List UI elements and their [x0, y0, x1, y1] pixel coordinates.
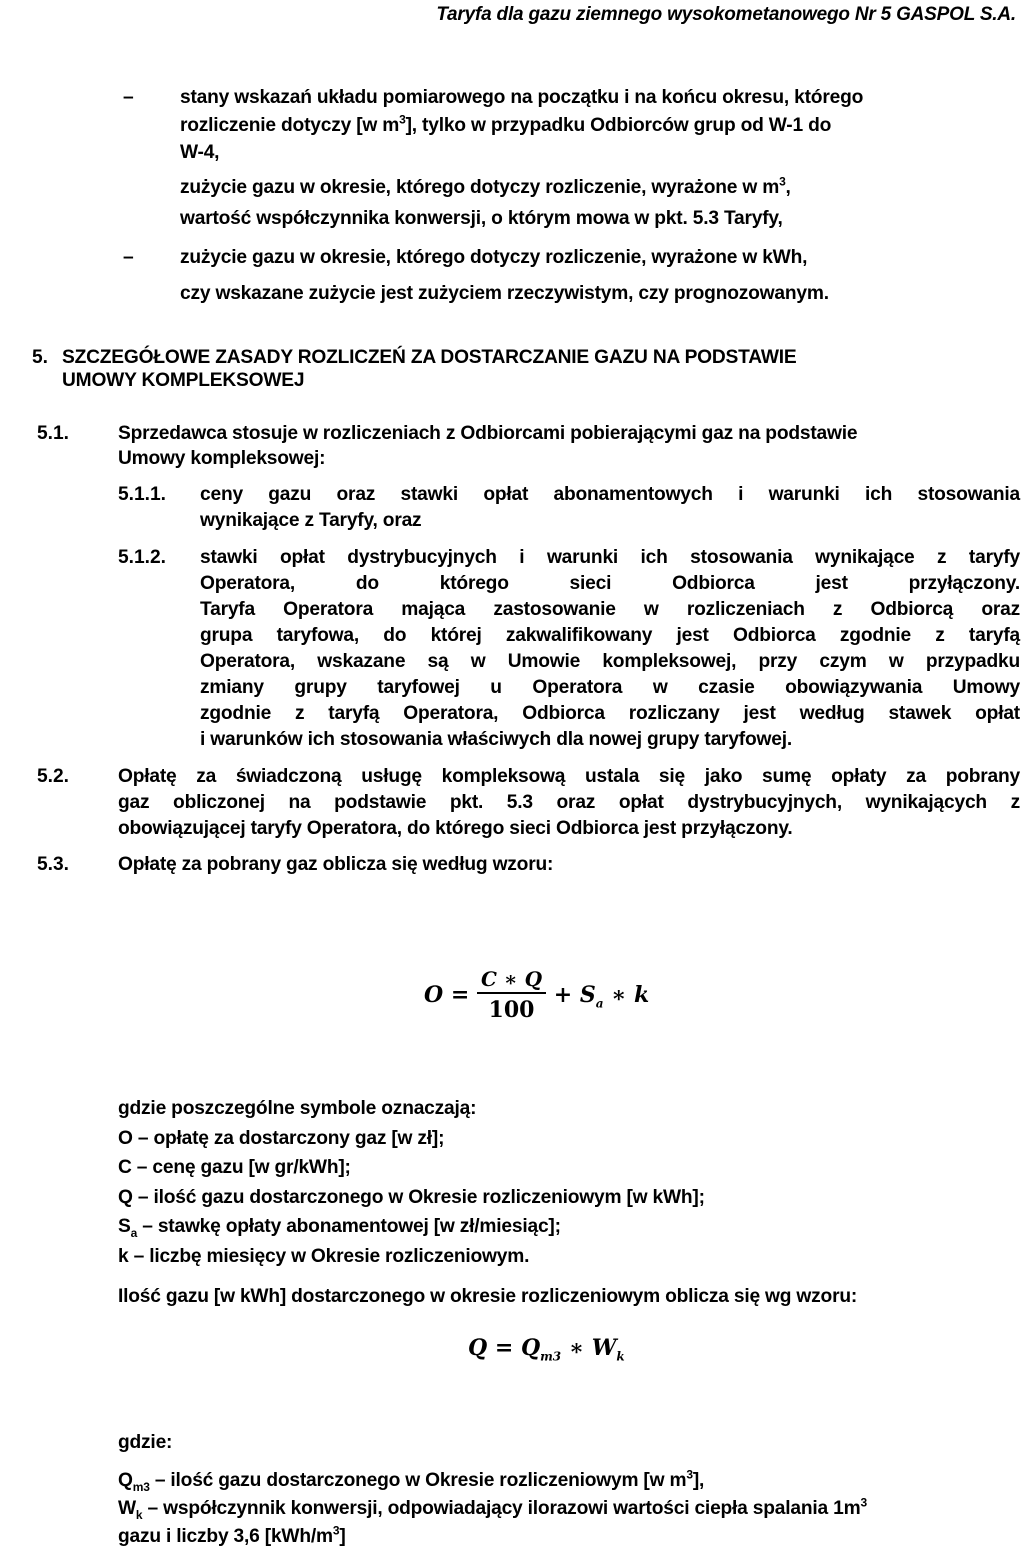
formula-fraction — [477, 966, 546, 1024]
paragraph-line: Sprzedawca stosuje w rozliczeniach z Odbiorcami pobierającymi gaz na podstawie — [118, 423, 858, 444]
paragraph-line: Operatora, wskazane są w Umowie kompleksowej, przy czym w przypadku — [200, 651, 1020, 672]
paragraph-line: grupa taryfowa, do której zakwalifikowany jest Odbiorca zgodnie z taryfą — [200, 625, 1020, 646]
paragraph-line: Umowy kompleksowej: — [118, 448, 326, 469]
symbol-definition: k – liczbę miesięcy w Okresie rozliczeniowym. — [118, 1246, 530, 1267]
symbol-definition: O – opłatę za dostarczony gaz [w zł]; — [118, 1128, 445, 1149]
formula-op: ∗ — [568, 1335, 585, 1361]
paragraph-line: wartość współczynnika konwersji, o którym mowa w pkt. 5.3 Taryfy, — [180, 208, 783, 229]
paragraph-line: i warunków ich stosowania właściwych dla nowej grupy taryfowej. — [200, 729, 792, 750]
formula-numerator: C ∗ Q — [480, 967, 543, 991]
formula-tail: ∗ k — [611, 982, 650, 1008]
section-number: 5. — [32, 347, 49, 368]
paragraph-line: zużycie gazu w okresie, którego dotyczy rozliczenie, wyrażone w $m^3$, — [180, 174, 791, 198]
paragraph-line: wynikające z Taryfy, oraz — [200, 510, 422, 531]
paragraph-line: ceny gazu oraz stawki opłat abonamentowych i warunki ich stosowania — [200, 484, 1020, 505]
symbol-definition: $Q_{m3}$ – ilość gazu dostarczonego w Okresie rozliczeniowym [w $m^3$], — [118, 1467, 705, 1494]
formula-S: S — [579, 982, 596, 1008]
paragraph-line: Taryfa Operatora mająca zastosowanie w rozliczeniach z Odbiorcą oraz — [200, 599, 1020, 620]
formula-W: W — [591, 1335, 617, 1361]
paragraph-line: zużycie gazu w okresie, którego dotyczy rozliczenie, wyrażone w kWh, — [180, 247, 808, 268]
clause-number: 5.1.1. — [118, 484, 167, 505]
symbol-definition: gazu i liczby 3,6 $[kWh/m^3]$ — [118, 1523, 346, 1547]
formula-lhs: O = — [424, 982, 470, 1008]
paragraph-line: Opłatę za pobrany gaz oblicza się według wzoru: — [118, 854, 554, 875]
formula-lhs: Q = — [468, 1335, 514, 1361]
paragraph-line: zmiany grupy taryfowej u Operatora w czasie obowiązywania Umowy — [200, 677, 1020, 698]
paragraph-line: obowiązującej taryfy Operatora, do którego sieci Odbiorca jest przyłączony. — [118, 818, 793, 839]
symbol-definition: $S_a$ – stawkę opłaty abonamentowej [w zł/miesiąc]; — [118, 1216, 561, 1240]
paragraph-line: stany wskazań układu pomiarowego na początku i na końcu okresu, którego — [180, 87, 864, 108]
paragraph-line: gdzie poszczególne symbole oznaczają: — [118, 1098, 477, 1119]
paragraph-line: czy wskazane zużycie jest zużyciem rzeczywistym, czy prognozowanym. — [180, 283, 829, 304]
formula-denominator: 100 — [488, 997, 535, 1023]
charge-formula: O = $\frac{C ∗ Q}{100}$ + $S_a$ ∗ k — [424, 967, 650, 1023]
paragraph-line: Opłatę za świadczoną usługę kompleksową ustala się jako sumę opłaty za pobrany — [118, 766, 1020, 787]
energy-formula: $Q = Q_{m3}$ ∗ $W_k$ — [468, 1335, 625, 1364]
formula-plus: + — [553, 982, 573, 1008]
symbol-definition: C – cenę gazu [w gr/kWh]; — [118, 1157, 351, 1178]
symbol-definition: $W_k$ – współczynnik konwersji, odpowiadający ilorazowi wartości ciepła spalania $1m^3$ — [118, 1495, 867, 1522]
bullet-dash: – — [123, 87, 134, 108]
section-heading: UMOWY KOMPLEKSOWEJ — [62, 370, 305, 391]
paragraph-line: Operatora, do którego sieci Odbiorca jest przyłączony. — [200, 573, 1020, 594]
bullet-dash: – — [123, 247, 134, 268]
running-header: Taryfa dla gazu ziemnego wysokometanowego Nr 5 GASPOL S.A. — [436, 4, 1016, 25]
paragraph-line: stawki opłat dystrybucyjnych i warunki ich stosowania wynikające z taryfy — [200, 547, 1020, 568]
clause-number: 5.1. — [37, 423, 70, 444]
clause-number: 5.3. — [37, 854, 70, 875]
symbol-definition: Q – ilość gazu dostarczonego w Okresie rozliczeniowym [w kWh]; — [118, 1187, 705, 1208]
paragraph-line: zgodnie z taryfą Operatora, Odbiorca rozliczany jest według stawek opłat — [200, 703, 1020, 724]
paragraph-line: rozliczenie dotyczy [w $m^3$], tylko w przypadku Odbiorców grup od W-1 do — [180, 112, 832, 136]
paragraph-line: Ilość gazu [w kWh] dostarczonego w okresie rozliczeniowym oblicza się wg wzoru: — [118, 1286, 858, 1307]
formula-Q: Q — [520, 1335, 541, 1361]
paragraph-line: gdzie: — [118, 1432, 173, 1453]
clause-number: 5.1.2. — [118, 547, 167, 568]
paragraph-line: gaz obliczonej na podstawie pkt. 5.3 oraz opłat dystrybucyjnych, wynikających z — [118, 792, 1020, 813]
section-heading: SZCZEGÓŁOWE ZASADY ROZLICZEŃ ZA DOSTARCZANIE GAZU NA PODSTAWIE — [62, 347, 797, 368]
paragraph-line: W-4, — [180, 142, 220, 163]
clause-number: 5.2. — [37, 766, 70, 787]
